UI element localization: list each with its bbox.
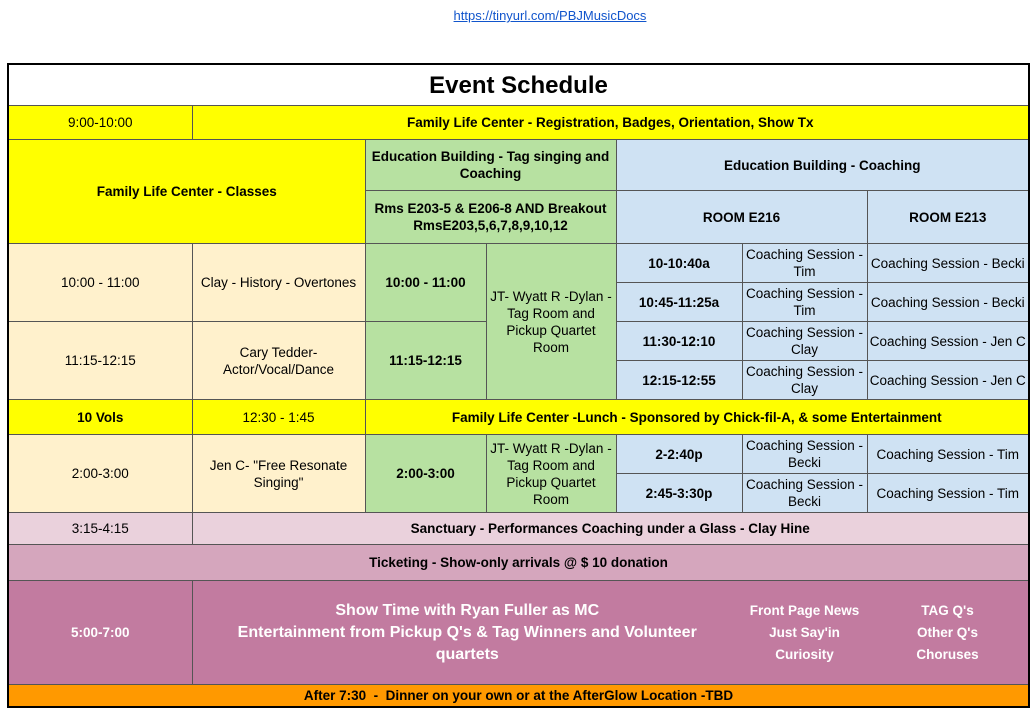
docs-link[interactable]: https://tinyurl.com/PBJMusicDocs [453,8,647,23]
class2-name: Cary Tedder- Actor/Vocal/Dance [192,322,365,400]
sanctuary-time: 3:15-4:15 [8,513,192,545]
registration-time: 9:00-10:00 [8,106,192,140]
show-col1-item: Front Page News [749,602,860,618]
afternoon-class-name: Jen C- "Free Resonate Singing" [192,435,365,513]
vols-count: 10 Vols [8,400,192,435]
session-e216: Coaching Session - Tim [742,244,867,283]
page-title: Event Schedule [8,64,1029,106]
table-row [8,435,1029,474]
session-e216: Coaching Session - Clay [742,322,867,361]
lunch-event: Family Life Center -Lunch - Sponsored by Chick-fil-A, & some Entertainment [365,400,1029,435]
show-line-2: Entertainment from Pickup Q's & Tag Winners and Volunteer quartets [237,623,697,663]
tag-rooms-header: Rms E203-5 & E206-8 AND Breakout RmsE203,5,6,7,8,9,10,12 [365,191,616,244]
class1-time: 10:00 - 11:00 [8,244,192,322]
tag2-time: 11:15-12:15 [365,322,486,400]
show-quartets-col [742,581,867,685]
lunch-time: 12:30 - 1:45 [192,400,365,435]
show-col2-item: Choruses [916,646,979,662]
classes-header: Family Life Center - Classes [8,140,365,244]
session-e213: Coaching Session - Tim [867,435,1029,474]
lunch-row [8,400,1029,435]
session-time: 11:30-12:10 [616,322,742,361]
session-time: 2-2:40p [616,435,742,474]
show-col2-item: TAG Q's [921,602,974,618]
sanctuary-row [8,513,1029,545]
room-e216-header: ROOM E216 [616,191,867,244]
session-e216: Coaching Session - Becki [742,474,867,513]
room-e213-header: ROOM E213 [867,191,1029,244]
show-row [8,581,1029,685]
session-e213: Coaching Session - Becki [867,244,1029,283]
class1-name: Clay - History - Overtones [192,244,365,322]
afternoon-class-time: 2:00-3:00 [8,435,192,513]
event-schedule-table [7,63,1030,708]
session-e213: Coaching Session - Tim [867,474,1029,513]
after-row [8,685,1029,707]
session-time: 2:45-3:30p [616,474,742,513]
table-row [8,244,1029,283]
afternoon-tag-time: 2:00-3:00 [365,435,486,513]
class2-time: 11:15-12:15 [8,322,192,400]
ticketing-row [8,545,1029,581]
session-time: 10-10:40a [616,244,742,283]
show-col1-item: Curiosity [775,646,834,662]
ticketing-info: Ticketing - Show-only arrivals @ $ 10 donation [8,545,1029,581]
tag1-time: 10:00 - 11:00 [365,244,486,322]
show-groups-col [867,581,1029,685]
session-e216: Coaching Session - Tim [742,283,867,322]
show-col2-item: Other Q's [917,624,978,640]
session-e213: Coaching Session - Jen C [867,322,1029,361]
show-col1-item: Just Say'in [769,624,840,640]
session-e216: Coaching Session - Becki [742,435,867,474]
session-time: 10:45-11:25a [616,283,742,322]
session-time: 12:15-12:55 [616,361,742,400]
after-info: After 7:30 - Dinner on your own or at the AfterGlow Location -TBD [8,685,1029,707]
sanctuary-event: Sanctuary - Performances Coaching under a Glass - Clay Hine [192,513,1029,545]
registration-event: Family Life Center - Registration, Badges, Orientation, Show Tx [192,106,1029,140]
tag-singing-header: Education Building - Tag singing and Coaching [365,140,616,191]
registration-row [8,106,1029,140]
coaching-header: Education Building - Coaching [616,140,1029,191]
session-e213: Coaching Session - Becki [867,283,1029,322]
show-time: 5:00-7:00 [8,581,192,685]
session-e213: Coaching Session - Jen C [867,361,1029,400]
tag-afternoon-desc: JT- Wyatt R -Dylan - Tag Room and Pickup Quartet Room [486,435,616,513]
show-main-text [192,581,742,685]
header-row [8,140,1029,191]
session-e216: Coaching Session - Clay [742,361,867,400]
tag-morning-desc: JT- Wyatt R -Dylan - Tag Room and Pickup Quartet Room [486,244,616,400]
show-line-1: Show Time with Ryan Fuller as MC [335,601,600,619]
